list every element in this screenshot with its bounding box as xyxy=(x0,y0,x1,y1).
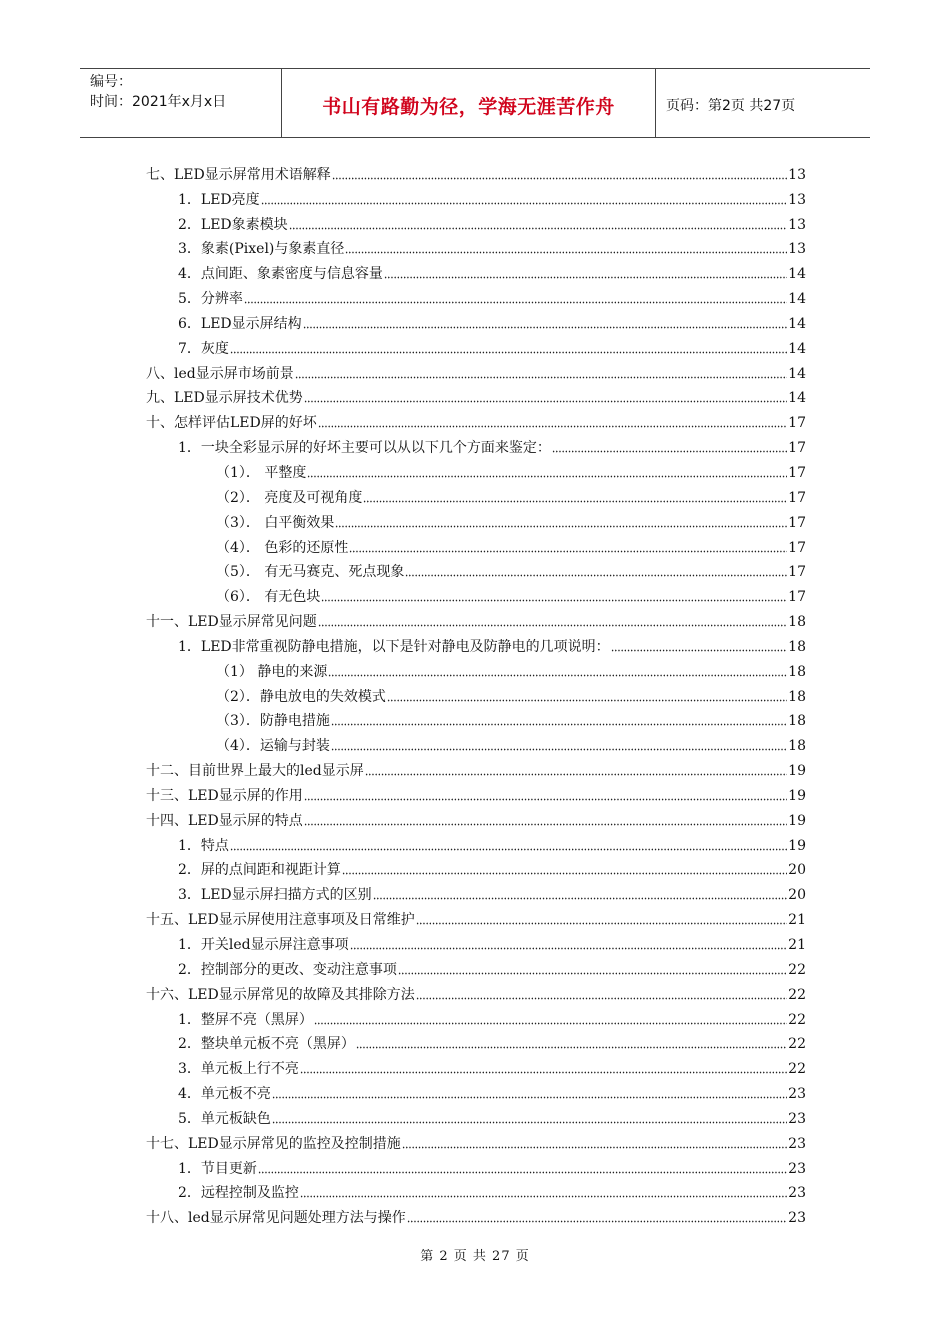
toc-entry-title: 1．LED亮度 xyxy=(178,191,260,208)
toc-entry-page: 23 xyxy=(788,1210,806,1227)
toc-dot-leader xyxy=(387,690,787,702)
toc-entry-title: 八、led显示屏市场前景 xyxy=(146,365,294,382)
toc-entry-page: 18 xyxy=(788,738,806,755)
toc-entry-title: 5．单元板缺色 xyxy=(178,1110,271,1127)
toc-entry[interactable] xyxy=(146,1127,806,1152)
toc-entry-page: 17 xyxy=(788,564,806,581)
toc-dot-leader xyxy=(318,416,787,428)
toc-entry-page: 23 xyxy=(788,1160,806,1177)
toc-entry-title: （2）． 亮度及可视角度 xyxy=(216,489,363,506)
toc-entry[interactable] xyxy=(146,978,806,1003)
toc-dot-leader xyxy=(350,938,787,950)
toc-dot-leader xyxy=(342,863,787,875)
toc-entry-page: 22 xyxy=(788,986,806,1003)
table-of-contents xyxy=(146,158,806,1226)
toc-entry[interactable] xyxy=(146,1152,806,1177)
toc-entry-title: （4）． 色彩的还原性 xyxy=(216,539,349,556)
toc-entry-title: 1．整屏不亮（黑屏） xyxy=(178,1011,313,1028)
toc-entry-title: 2．整块单元板不亮（黑屏） xyxy=(178,1036,355,1053)
toc-entry[interactable] xyxy=(146,1102,806,1127)
toc-entry-page: 13 xyxy=(788,241,806,258)
toc-entry[interactable] xyxy=(146,332,806,357)
toc-entry-page: 21 xyxy=(788,912,806,929)
toc-dot-leader xyxy=(230,839,787,851)
toc-entry-title: 十二、目前世界上最大的led显示屏 xyxy=(146,763,364,780)
toc-entry[interactable] xyxy=(146,556,806,581)
toc-dot-leader xyxy=(300,1186,787,1198)
toc-dot-leader xyxy=(416,988,787,1000)
toc-entry-page: 13 xyxy=(788,166,806,183)
toc-entry-title: 5．分辨率 xyxy=(178,291,243,308)
toc-entry-page: 19 xyxy=(788,787,806,804)
toc-entry[interactable] xyxy=(146,829,806,854)
toc-entry-title: （5）． 有无马赛克、死点现象 xyxy=(216,564,405,581)
header-meta xyxy=(80,69,282,137)
toc-dot-leader xyxy=(335,516,787,528)
toc-entry[interactable] xyxy=(146,307,806,332)
toc-entry-title: （1） 静电的来源 xyxy=(216,663,328,680)
toc-entry-page: 17 xyxy=(788,539,806,556)
toc-dot-leader xyxy=(304,814,787,826)
toc-dot-leader xyxy=(332,168,787,180)
toc-dot-leader xyxy=(402,1137,787,1149)
toc-entry-title: 十六、LED显示屏常见的故障及其排除方法 xyxy=(146,986,415,1003)
toc-entry-page: 17 xyxy=(788,464,806,481)
toc-entry-page: 13 xyxy=(788,191,806,208)
toc-entry[interactable] xyxy=(146,804,806,829)
toc-entry-page: 18 xyxy=(788,614,806,631)
toc-dot-leader xyxy=(349,541,787,553)
toc-entry[interactable] xyxy=(146,406,806,431)
toc-entry-title: 七、LED显示屏常用术语解释 xyxy=(146,166,331,183)
toc-entry[interactable] xyxy=(146,1052,806,1077)
toc-entry-title: 3．象素(Pixel)与象素直径 xyxy=(178,241,345,258)
toc-entry-title: （2）．静电放电的失效模式 xyxy=(216,688,386,705)
toc-entry-title: 1．节目更新 xyxy=(178,1160,257,1177)
toc-entry[interactable] xyxy=(146,655,806,680)
toc-entry-page: 17 xyxy=(788,489,806,506)
toc-dot-leader xyxy=(331,714,787,726)
toc-entry-page: 19 xyxy=(788,763,806,780)
toc-entry[interactable] xyxy=(146,257,806,282)
toc-entry-title: 十七、LED显示屏常见的监控及控制措施 xyxy=(146,1135,401,1152)
toc-dot-leader xyxy=(552,441,787,453)
toc-entry[interactable] xyxy=(146,729,806,754)
toc-dot-leader xyxy=(407,1211,787,1223)
toc-entry-title: 2．远程控制及监控 xyxy=(178,1185,299,1202)
toc-dot-leader xyxy=(356,1037,787,1049)
document-date: 时间：2021年x月x日 xyxy=(90,94,227,110)
toc-entry[interactable] xyxy=(146,705,806,730)
toc-dot-leader xyxy=(328,665,787,677)
toc-dot-leader xyxy=(331,739,787,751)
toc-entry-title: 2．屏的点间距和视距计算 xyxy=(178,862,341,879)
toc-dot-leader xyxy=(416,913,787,925)
toc-entry[interactable] xyxy=(146,1028,806,1053)
toc-entry-title: （6）． 有无色块 xyxy=(216,589,321,606)
toc-entry-title: 2．LED象素模块 xyxy=(178,216,288,233)
toc-entry-page: 17 xyxy=(788,514,806,531)
toc-entry-title: 十三、LED显示屏的作用 xyxy=(146,787,303,804)
toc-entry[interactable] xyxy=(146,1177,806,1202)
toc-entry-page: 18 xyxy=(788,713,806,730)
toc-entry-page: 17 xyxy=(788,415,806,432)
toc-dot-leader xyxy=(321,590,787,602)
toc-entry-title: 3．LED显示屏扫描方式的区别 xyxy=(178,887,372,904)
toc-entry-title: 十五、LED显示屏使用注意事项及日常维护 xyxy=(146,912,415,929)
toc-entry[interactable] xyxy=(146,878,806,903)
toc-entry-title: 2．控制部分的更改、变动注意事项 xyxy=(178,961,397,978)
toc-entry-title: 4．点间距、象素密度与信息容量 xyxy=(178,266,383,283)
toc-dot-leader xyxy=(611,640,787,652)
toc-entry[interactable] xyxy=(146,630,806,655)
toc-entry[interactable] xyxy=(146,233,806,258)
toc-dot-leader xyxy=(365,764,787,776)
toc-dot-leader xyxy=(304,391,787,403)
toc-entry-title: （3）． 白平衡效果 xyxy=(216,514,335,531)
toc-entry-page: 22 xyxy=(788,1036,806,1053)
toc-dot-leader xyxy=(363,491,787,503)
toc-dot-leader xyxy=(272,1087,787,1099)
toc-entry-title: 1．LED非常重视防静电措施，以下是针对静电及防静电的几项说明： xyxy=(178,638,610,655)
toc-dot-leader xyxy=(314,1013,787,1025)
toc-dot-leader xyxy=(272,1112,787,1124)
toc-dot-leader xyxy=(307,466,787,478)
toc-entry-page: 22 xyxy=(788,1061,806,1078)
toc-entry-page: 14 xyxy=(788,390,806,407)
toc-entry-title: 3．单元板上行不亮 xyxy=(178,1061,299,1078)
toc-dot-leader xyxy=(261,193,787,205)
toc-dot-leader xyxy=(303,317,787,329)
toc-entry[interactable] xyxy=(146,282,806,307)
toc-dot-leader xyxy=(258,1162,787,1174)
toc-entry-page: 13 xyxy=(788,216,806,233)
toc-entry[interactable] xyxy=(146,953,806,978)
toc-entry-title: 十四、LED显示屏的特点 xyxy=(146,812,303,829)
toc-entry[interactable] xyxy=(146,1201,806,1226)
toc-dot-leader xyxy=(345,242,787,254)
toc-entry-page: 18 xyxy=(788,638,806,655)
toc-entry-title: 4．单元板不亮 xyxy=(178,1086,271,1103)
toc-entry-title: 九、LED显示屏技术优势 xyxy=(146,390,303,407)
toc-entry[interactable] xyxy=(146,158,806,183)
toc-entry[interactable] xyxy=(146,481,806,506)
toc-entry[interactable] xyxy=(146,506,806,531)
document-header xyxy=(80,68,870,138)
toc-dot-leader xyxy=(405,565,787,577)
toc-entry-page: 17 xyxy=(788,589,806,606)
toc-entry-title: （4）．运输与封装 xyxy=(216,738,330,755)
toc-entry[interactable] xyxy=(146,382,806,407)
toc-entry-page: 22 xyxy=(788,961,806,978)
toc-entry-page: 14 xyxy=(788,315,806,332)
toc-entry[interactable] xyxy=(146,1077,806,1102)
toc-entry[interactable] xyxy=(146,779,806,804)
toc-entry[interactable] xyxy=(146,928,806,953)
toc-entry-page: 14 xyxy=(788,365,806,382)
toc-entry[interactable] xyxy=(146,456,806,481)
toc-dot-leader xyxy=(289,218,787,230)
toc-entry[interactable] xyxy=(146,1003,806,1028)
toc-entry-title: 7．灰度 xyxy=(178,340,229,357)
toc-entry-page: 21 xyxy=(788,937,806,953)
header-page-number: 页码：第2页 共27页 xyxy=(666,98,796,114)
toc-entry-title: （3）．防静电措施 xyxy=(216,713,330,730)
toc-entry-page: 14 xyxy=(788,291,806,308)
toc-entry-page: 14 xyxy=(788,266,806,283)
toc-entry-page: 19 xyxy=(788,837,806,854)
toc-entry-title: 十、怎样评估LED屏的好坏 xyxy=(146,415,317,432)
toc-entry-title: 1．特点 xyxy=(178,837,229,854)
toc-entry-page: 14 xyxy=(788,340,806,357)
toc-entry-page: 20 xyxy=(788,887,806,904)
toc-entry-title: （1）． 平整度 xyxy=(216,464,307,481)
toc-entry[interactable] xyxy=(146,431,806,456)
toc-dot-leader xyxy=(384,267,787,279)
toc-entry-page: 19 xyxy=(788,812,806,829)
toc-entry-page: 18 xyxy=(788,688,806,705)
toc-entry-page: 23 xyxy=(788,1110,806,1127)
toc-entry-page: 18 xyxy=(788,663,806,680)
toc-entry[interactable] xyxy=(146,580,806,605)
toc-entry-page: 23 xyxy=(788,1086,806,1103)
page-footer: 第 2 页 共 27 页 xyxy=(420,1249,530,1264)
toc-entry-page: 23 xyxy=(788,1135,806,1152)
toc-dot-leader xyxy=(244,292,787,304)
toc-entry[interactable] xyxy=(146,208,806,233)
header-page-cell xyxy=(656,69,870,137)
header-motto-cell xyxy=(282,69,656,137)
toc-entry[interactable] xyxy=(146,605,806,630)
toc-entry-title: 十一、LED显示屏常见问题 xyxy=(146,614,317,631)
document-number: 编号： xyxy=(90,74,132,90)
toc-entry[interactable] xyxy=(146,531,806,556)
toc-entry-title: 1．一块全彩显示屏的好坏主要可以从以下几个方面来鉴定： xyxy=(178,440,551,457)
toc-entry-title: 十八、led显示屏常见问题处理方法与操作 xyxy=(146,1210,406,1227)
toc-entry-page: 23 xyxy=(788,1185,806,1202)
toc-entry-title: 6．LED显示屏结构 xyxy=(178,315,302,332)
toc-entry[interactable] xyxy=(146,680,806,705)
toc-entry-title: 1．开关led显示屏注意事项 xyxy=(178,937,349,953)
toc-entry[interactable] xyxy=(146,903,806,928)
header-motto: 书山有路勤为径，学海无涯苦作舟 xyxy=(322,95,615,118)
toc-entry[interactable] xyxy=(146,754,806,779)
toc-entry[interactable] xyxy=(146,357,806,382)
toc-dot-leader xyxy=(373,888,787,900)
toc-dot-leader xyxy=(295,367,787,379)
toc-entry[interactable] xyxy=(146,183,806,208)
toc-entry-page: 20 xyxy=(788,862,806,879)
toc-entry-page: 22 xyxy=(788,1011,806,1028)
toc-dot-leader xyxy=(230,342,787,354)
toc-entry[interactable] xyxy=(146,854,806,879)
toc-entry-page: 17 xyxy=(788,440,806,457)
toc-dot-leader xyxy=(304,789,787,801)
toc-dot-leader xyxy=(318,615,787,627)
toc-dot-leader xyxy=(398,963,787,975)
toc-dot-leader xyxy=(300,1062,787,1074)
